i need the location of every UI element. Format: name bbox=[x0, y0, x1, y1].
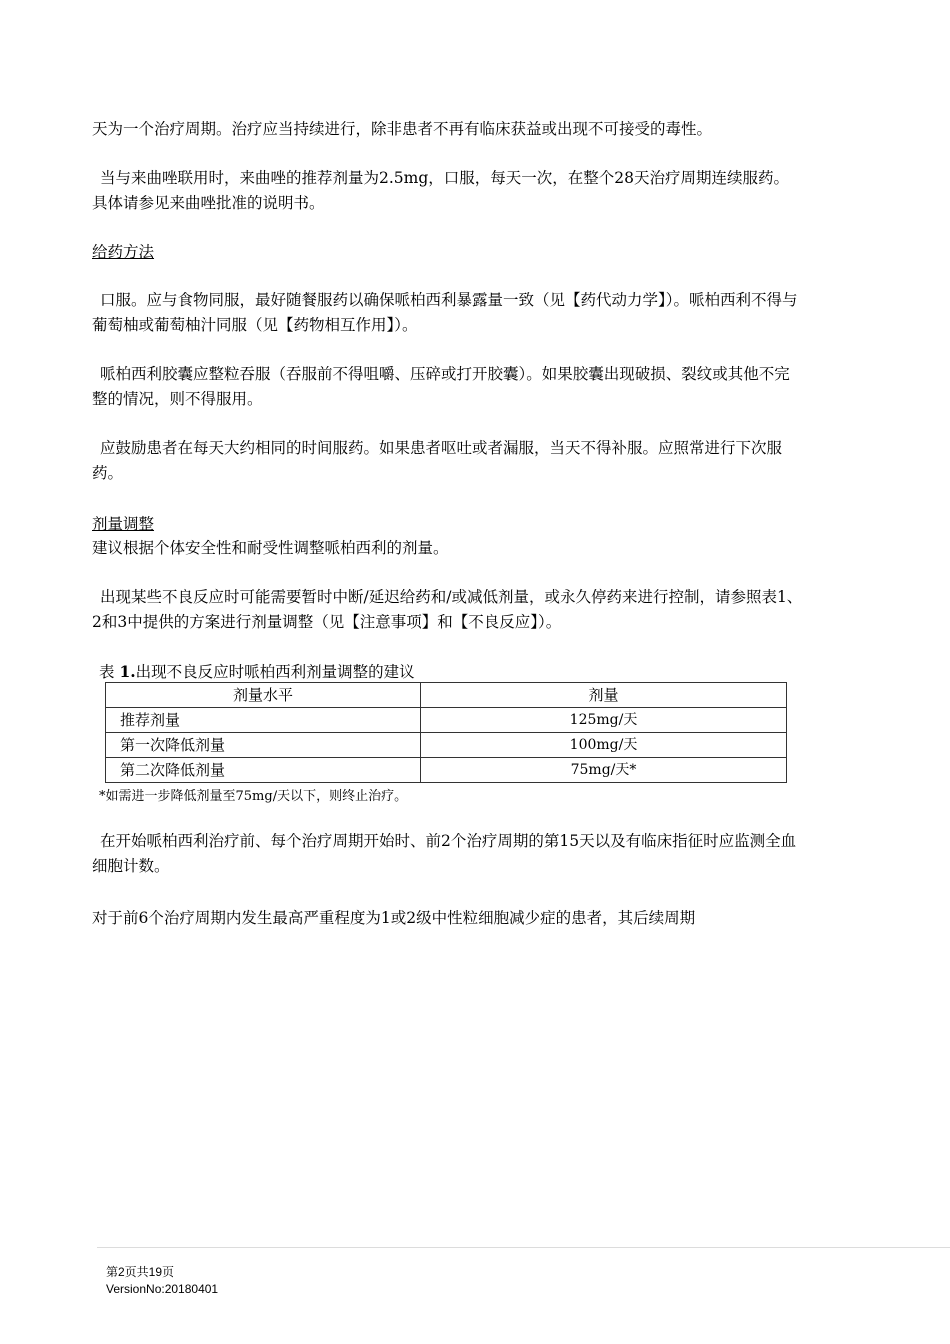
cell-dose-level: 第一次降低剂量 bbox=[106, 733, 421, 758]
cell-dose: 125mg/天 bbox=[421, 708, 787, 733]
footer-page-number: 第2页共19页 bbox=[106, 1265, 175, 1279]
cell-dose: 75mg/天* bbox=[421, 758, 787, 783]
paragraph-blood-count-monitoring: 在开始哌柏西利治疗前、每个治疗周期开始时、前2个治疗周期的第15天以及有临床指征时应监测全血细胞计数。 bbox=[92, 832, 797, 875]
table-row bbox=[106, 708, 787, 733]
table-row bbox=[106, 733, 787, 758]
table-caption-prefix: 表 bbox=[99, 663, 115, 681]
header-dose-level: 剂量水平 bbox=[106, 683, 421, 708]
table-caption-number: 1. bbox=[119, 662, 136, 681]
paragraph-letrozole-dose: 当与来曲唑联用时，来曲唑的推荐剂量为2.5mg，口服，每天一次，在整个28天治疗周期连续服药。具体请参见来曲唑批准的说明书。 bbox=[92, 169, 789, 212]
header-dose: 剂量 bbox=[421, 683, 787, 708]
footer-divider bbox=[97, 1247, 950, 1248]
paragraph-treatment-cycle: 天为一个治疗周期。治疗应当持续进行，除非患者不再有临床获益或出现不可接受的毒性。 bbox=[92, 120, 713, 138]
paragraph-oral-with-food: 口服。应与食物同服，最好随餐服药以确保哌柏西利暴露量一致（见【药代动力学】）。哌柏西利不得与葡萄柚或葡萄柚汁同服（见【药物相互作用】）。 bbox=[92, 291, 798, 334]
cell-dose-level: 推荐剂量 bbox=[106, 708, 421, 733]
paragraph-adverse-reaction-adjust: 出现某些不良反应时可能需要暂时中断/延迟给药和/或减低剂量，或永久停药来进行控制，请参照表1、2和3中提供的方案进行剂量调整（见【注意事项】和【不良反应】）。 bbox=[92, 588, 803, 631]
table-footnote: *如需进一步降低剂量至75mg/天以下，则终止治疗。 bbox=[99, 789, 408, 804]
cell-dose: 100mg/天 bbox=[421, 733, 787, 758]
paragraph-neutropenia: 对于前6个治疗周期内发生最高严重程度为1或2级中性粒细胞减少症的患者，其后续周期 bbox=[92, 909, 696, 927]
paragraph-individual-adjust: 建议根据个体安全性和耐受性调整哌柏西利的剂量。 bbox=[92, 539, 449, 557]
table-caption-text: 出现不良反应时哌柏西利剂量调整的建议 bbox=[135, 663, 415, 681]
heading-dose-adjustment: 剂量调整 bbox=[92, 515, 155, 533]
table-header-row bbox=[106, 683, 787, 708]
table-row bbox=[106, 758, 787, 783]
table-caption bbox=[99, 661, 415, 683]
footer-version: VersionNo:20180401 bbox=[106, 1282, 219, 1296]
heading-administration: 给药方法 bbox=[92, 243, 155, 261]
paragraph-missed-dose: 应鼓励患者在每天大约相同的时间服药。如果患者呕吐或者漏服，当天不得补服。应照常进行下次服药。 bbox=[92, 439, 783, 482]
paragraph-swallow-whole: 哌柏西利胶囊应整粒吞服（吞服前不得咀嚼、压碎或打开胶囊）。如果胶囊出现破损、裂纹或其他不完整的情况，则不得服用。 bbox=[92, 365, 790, 408]
dose-adjustment-table bbox=[105, 682, 787, 783]
cell-dose-level: 第二次降低剂量 bbox=[106, 758, 421, 783]
